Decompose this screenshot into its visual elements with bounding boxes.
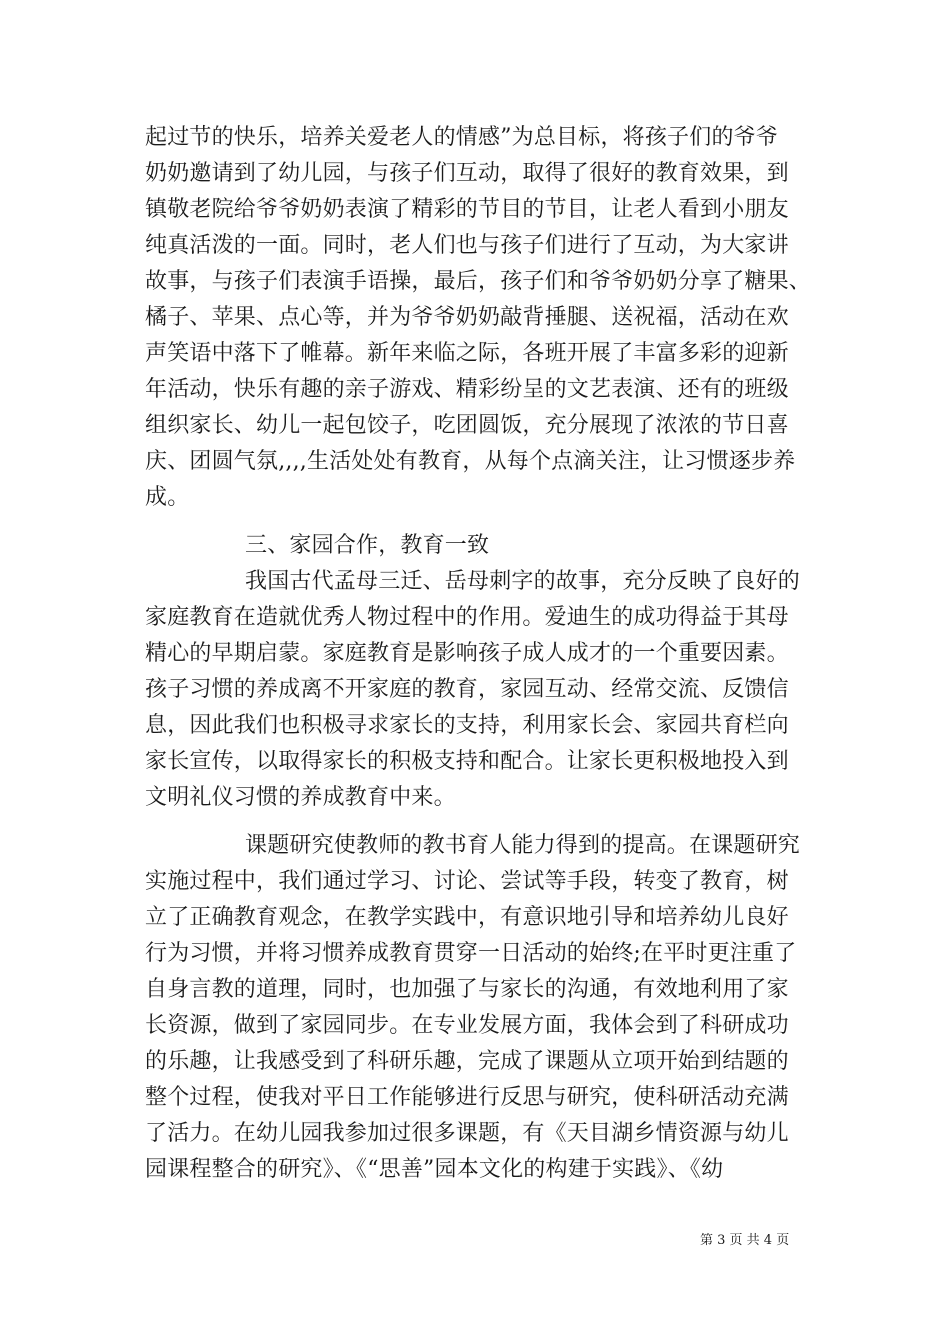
paragraph-1-line: 故事，与孩子们表演手语操，最后，孩子们和爷爷奶奶分享了糖果、 (145, 269, 812, 294)
paragraph-1-line: 起过节的快乐，培养关爱老人的情感”为总目标，将孩子们的爷爷 (145, 125, 779, 150)
paragraph-1-line: 纯真活泼的一面。同时，老人们也与孩子们进行了互动，为大家讲 (145, 233, 789, 258)
paragraph-3-line: 立了正确教育观念，在教学实践中，有意识地引导和培养幼儿良好 (145, 905, 789, 930)
paragraph-3-line: 整个过程，使我对平日工作能够进行反思与研究，使科研活动充满 (145, 1085, 789, 1110)
paragraph-1-line: 镇敬老院给爷爷奶奶表演了精彩的节目的节目，让老人看到小朋友 (145, 197, 789, 222)
paragraph-2-line: 息，因此我们也积极寻求家长的支持，利用家长会、家园共育栏向 (145, 713, 789, 738)
paragraph-3-line: 行为习惯，并将习惯养成教育贯穿一日活动的始终;在平时更注重了 (145, 941, 797, 966)
paragraph-1-line: 奶奶邀请到了幼儿园，与孩子们互动，取得了很好的教育效果，到 (145, 161, 789, 186)
paragraph-2-line: 孩子习惯的养成离不开家庭的教育，家园互动、经常交流、反馈信 (145, 677, 789, 702)
paragraph-3-line: 了活力。在幼儿园我参加过很多课题，有《天目湖乡情资源与幼儿 (145, 1121, 789, 1146)
paragraph-3-line: 自身言教的道理，同时，也加强了与家长的沟通，有效地利用了家 (145, 977, 789, 1002)
paragraph-2-line: 精心的早期启蒙。家庭教育是影响孩子成人成才的一个重要因素。 (145, 641, 789, 666)
paragraph-1-line: 组织家长、幼儿一起包饺子，吃团圆饭，充分展现了浓浓的节日喜 (145, 413, 789, 438)
paragraph-2-line: 文明礼仪习惯的养成教育中来。 (145, 785, 456, 810)
paragraph-3-line: 长资源，做到了家园同步。在专业发展方面，我体会到了科研成功 (145, 1013, 789, 1038)
paragraph-3-line: 课题研究使教师的教书育人能力得到的提高。在课题研究 (245, 833, 801, 858)
paragraph-1-line: 橘子、苹果、点心等，并为爷爷奶奶敲背捶腿、送祝福，活动在欢 (145, 305, 789, 330)
paragraph-1-line: 成。 (145, 485, 190, 510)
paragraph-3-line: 的乐趣，让我感受到了科研乐趣，完成了课题从立项开始到结题的 (145, 1049, 789, 1074)
section-heading: 三、家园合作，教育一致 (245, 533, 490, 558)
paragraph-2-line: 家长宣传，以取得家长的积极支持和配合。让家长更积极地投入到 (145, 749, 789, 774)
paragraph-1-line: 声笑语中落下了帷幕。新年来临之际，各班开展了丰富多彩的迎新 (145, 341, 789, 366)
paragraph-1-line: 庆、团圆气氛,,,,生活处处有教育，从每个点滴关注，让习惯逐步养 (145, 449, 796, 474)
paragraph-2-line: 我国古代孟母三迁、岳母刺字的故事，充分反映了良好的 (245, 569, 801, 594)
paragraph-3-line: 园课程整合的研究》、《“思善”园本文化的构建于实践》、《幼 (145, 1157, 724, 1182)
paragraph-2-line: 家庭教育在造就优秀人物过程中的作用。爱迪生的成功得益于其母 (145, 605, 789, 630)
paragraph-1-line: 年活动，快乐有趣的亲子游戏、精彩纷呈的文艺表演、还有的班级 (145, 377, 789, 402)
paragraph-3-line: 实施过程中，我们通过学习、讨论、尝试等手段，转变了教育，树 (145, 869, 789, 894)
page-number: 第 3 页 共 4 页 (700, 1233, 790, 1248)
